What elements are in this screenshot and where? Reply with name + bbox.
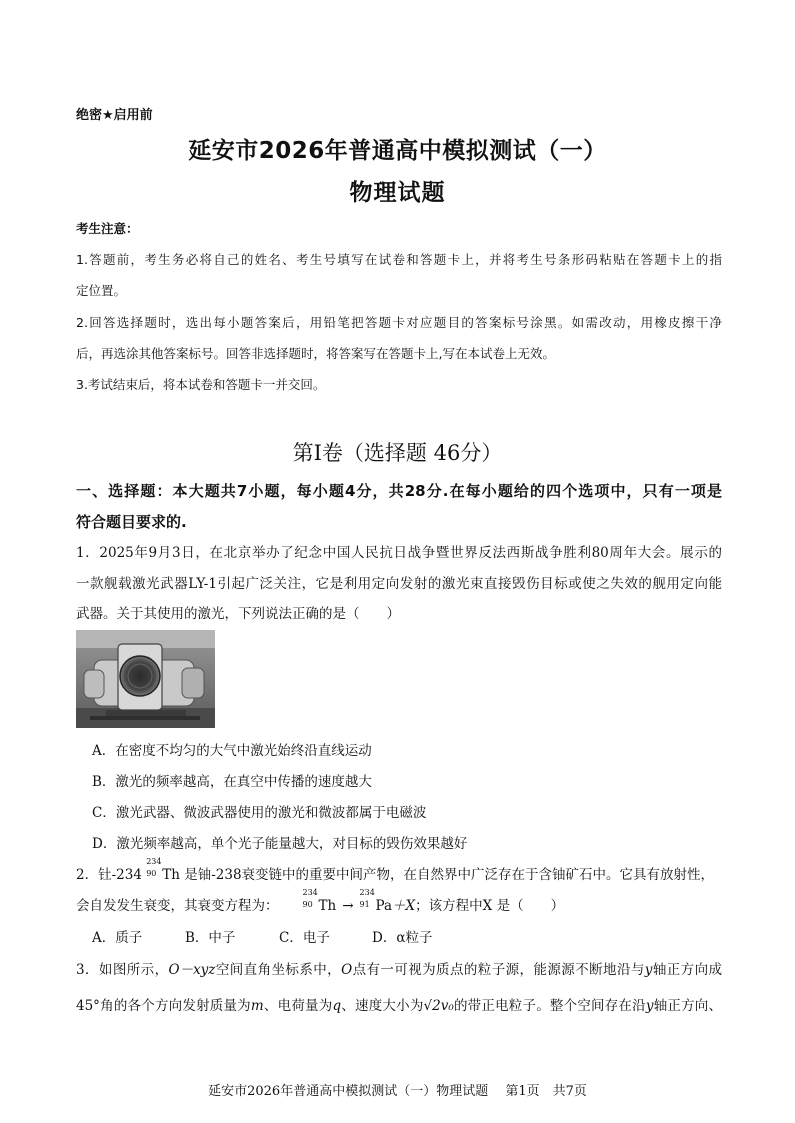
thorium-mass-number: 234 bbox=[146, 857, 162, 866]
question-3-line-2-e: 轴正方向、 bbox=[653, 998, 723, 1014]
subject-title: 物理试题 bbox=[349, 180, 446, 206]
protactinium-symbol: Pa bbox=[375, 898, 393, 914]
question-2-line-1-text: 是铀-238衰变链中的重要中间产物，在自然界中广泛存在于含铀矿石中。它具有放射性， bbox=[179, 867, 715, 883]
question-1-option-c: C．激光武器、微波武器使用的激光和微波都属于电磁波 bbox=[92, 805, 427, 821]
question-2-prefix: 2．钍-234 bbox=[76, 867, 147, 883]
question-2-option-b: B．中子 bbox=[185, 930, 236, 946]
question-1-line-1: 1．2025年9月3日，在北京举办了纪念中国人民抗日战争暨世界反法西斯战争胜利80周年大会。展示的 bbox=[76, 545, 722, 561]
question-2-option-d: D．α粒子 bbox=[372, 930, 433, 946]
notice-item-3: 3.考试结束后，将本试卷和答题卡一并交回。 bbox=[76, 377, 326, 392]
section-heading-cont: 符合题目要求的. bbox=[76, 513, 187, 531]
notice-item-2-cont: 后，再选涂其他答案标号。回答非选择题时，将答案写在答题卡上,写在本试卷上无效。 bbox=[76, 346, 555, 361]
question-3-line-2-b: 、电荷量为 bbox=[263, 998, 333, 1014]
notice-title: 考生注意： bbox=[76, 221, 139, 236]
protactinium-nuclide bbox=[359, 888, 376, 909]
question-2-option-c: C．电子 bbox=[279, 930, 330, 946]
question-3-line-1 bbox=[76, 958, 722, 978]
question-1-line-3: 武器。关于其使用的激光，下列说法正确的是（ ） bbox=[76, 606, 400, 622]
question-3-line-2 bbox=[76, 994, 722, 1014]
question-1-option-d: D．激光频率越高，单个光子能量越大，对目标的毁伤效果越好 bbox=[92, 836, 468, 852]
protactinium-mass: 234 bbox=[359, 888, 375, 897]
question-1-line-2: 一款舰载激光武器LY-1引起广泛关注，它是利用定向发射的激光束直接毁伤目标或使之失效的舰用定向能 bbox=[76, 576, 722, 592]
notice-item-1: 1.答题前，考生务必将自己的姓名、考生号填写在试卷和答题卡上，并将考生号条形码粘贴在答题卡上的指 bbox=[76, 252, 722, 267]
charge-symbol: q bbox=[332, 998, 342, 1014]
question-3-line-2-d: 的带正电粒子。整个空间存在沿 bbox=[453, 998, 646, 1014]
question-3-line-2-c: 、速度大小为 bbox=[341, 998, 424, 1014]
question-2-line-2-prefix: 会自发发生衰变，其衰变方程为： bbox=[76, 898, 279, 914]
speed-symbol: √2v₀ bbox=[423, 998, 454, 1014]
decay-arrow: → bbox=[342, 898, 354, 914]
thorium-symbol: Th bbox=[162, 867, 180, 883]
notice-item-2: 2.回答选择题时，选出每小题答案后，用铅笔把答题卡对应题目的答案标号涂黑。如需改动，用橡皮擦干净 bbox=[76, 315, 722, 330]
question-3-text-c: 轴正方向成 bbox=[652, 962, 723, 978]
question-3-prefix: 3．如图所示， bbox=[76, 962, 169, 978]
thorium-atomic-number: 90 bbox=[146, 869, 157, 878]
coordinate-system: O－xyz bbox=[168, 962, 216, 978]
decay-product-x: ＋X bbox=[392, 898, 416, 914]
decay-thorium-mass: 234 bbox=[302, 888, 318, 897]
page-footer: 延安市2026年普通高中模拟测试（一）物理试题 第1页 共7页 bbox=[208, 1084, 587, 1099]
laser-weapon-photo bbox=[76, 630, 215, 728]
exam-title: 延安市2026年普通高中模拟测试（一） bbox=[188, 138, 607, 164]
decay-thorium-number: 90 bbox=[302, 900, 313, 909]
confidential-mark: 绝密★启用前 bbox=[76, 108, 153, 123]
thorium-nuclide bbox=[146, 857, 162, 878]
question-2-option-a: A．质子 bbox=[92, 930, 143, 946]
question-3-text-b: 点有一可视为质点的粒子源，能源源不断地沿与 bbox=[352, 962, 645, 978]
question-1-option-a: A．在密度不均匀的大气中激光始终沿直线运动 bbox=[92, 743, 372, 759]
y-axis-symbol-2: y bbox=[645, 998, 654, 1014]
question-3-line-2-a: 45°角的各个方向发射质量为 bbox=[76, 998, 251, 1014]
decay-thorium-nuclide bbox=[302, 888, 319, 909]
part-title: 第Ⅰ卷（选择题 46分） bbox=[292, 441, 503, 465]
question-1-option-b: B．激光的频率越高，在真空中传播的速度越大 bbox=[92, 774, 372, 790]
mass-symbol: m bbox=[250, 998, 264, 1014]
section-heading: 一、选择题：本大题共7小题，每小题4分，共28分.在每小题给的四个选项中，只有一项是 bbox=[76, 482, 722, 500]
question-2-line-2 bbox=[76, 888, 565, 914]
protactinium-number: 91 bbox=[359, 900, 370, 909]
decay-thorium-symbol: Th bbox=[318, 898, 337, 914]
question-2-line-1 bbox=[76, 857, 715, 883]
question-3-text-a: 空间直角坐标系中， bbox=[215, 962, 342, 978]
origin-point: O bbox=[341, 962, 353, 978]
y-axis-symbol: y bbox=[644, 962, 653, 978]
question-2-line-2-text: ；该方程中X 是（ ） bbox=[415, 898, 565, 914]
notice-item-1-cont: 定位置。 bbox=[76, 283, 127, 298]
